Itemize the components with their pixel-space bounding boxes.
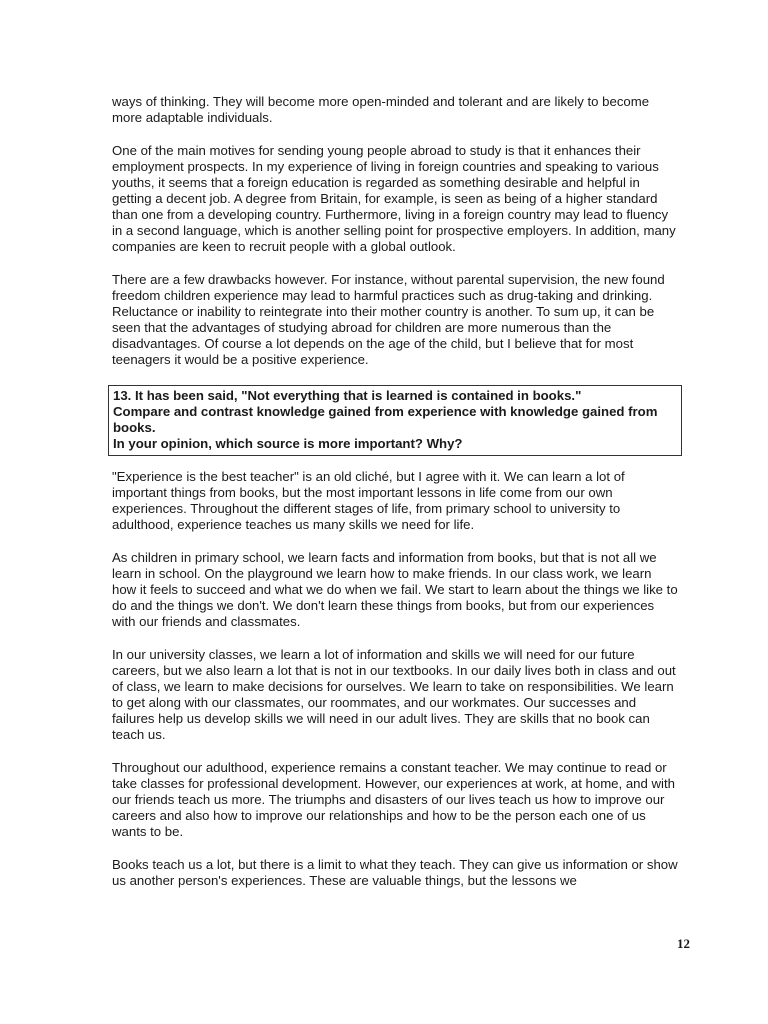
- question-line-3: In your opinion, which source is more important? Why?: [113, 436, 463, 451]
- question-line-1: 13. It has been said, "Not everything that is learned is contained in books.": [113, 388, 582, 403]
- paragraph-books-limit: Books teach us a lot, but there is a limit to what they teach. They can give us information or show us another person's experiences. These are valuable things, but the lessons we: [112, 857, 678, 888]
- page-content: [112, 94, 678, 906]
- paragraph-drawbacks: There are a few drawbacks however. For instance, without parental supervision, the new found freedom children experience may lead to harmful practices such as drug-taking and drinking. Reluctance or inability to reintegrate into their mother country is another. To sum up, it can be seen that the advantages of studying abroad for children are more numerous than the disadvantages. Of course a lot depends on the age of the child, but I believe that for most teenagers it would be a positive experience.: [112, 272, 665, 367]
- paragraph-open-minded: ways of thinking. They will become more open-minded and tolerant and are likely to become more adaptable individuals.: [112, 94, 650, 125]
- paragraph-experience-teacher: "Experience is the best teacher" is an old cliché, but I agree with it. We can learn a lot of important things from books, but the most important lessons in life come from our own experiences. Throughout the different stages of life, from primary school to university to adulthood, experience teaches us many skills we need for life.: [112, 469, 625, 532]
- paragraph-employment-prospects: One of the main motives for sending young people abroad to study is that it enhances their employment prospects. In my experience of living in foreign countries and speaking to various youths, it seems that a foreign education is regarded as something desirable and helpful in getting a decent job. A degree from Britain, for example, is seen as being of a higher standard than one from a developing country. Furthermore, living in a foreign country may lead to fluency in a second language, which is another selling point for prospective employers. In addition, many companies are keen to recruit people with a global outlook.: [112, 143, 676, 254]
- question-line-2: Compare and contrast knowledge gained from experience with knowledge gained from books.: [113, 404, 658, 435]
- paragraph-university: In our university classes, we learn a lot of information and skills we will need for our future careers, but we also learn a lot that is not in our textbooks. In our daily lives both in class and out of class, we learn to make decisions for ourselves. We learn to take on responsibilities. We learn to get along with our classmates, our roommates, and our workmates. Our successes and failures help us develop skills we will need in our adult lives. They are skills that no book can teach us.: [112, 647, 676, 742]
- question-box: [108, 385, 682, 456]
- paragraph-adulthood: Throughout our adulthood, experience remains a constant teacher. We may continue to read or take classes for professional development. However, our experiences at work, at home, and with our friends teach us more. The triumphs and disasters of our lives teach us how to improve our careers and also how to improve our relationships and how to be the person each one of us wants to be.: [112, 760, 675, 839]
- page-number: 12: [677, 936, 690, 951]
- paragraph-primary-school: As children in primary school, we learn facts and information from books, but that is not all we learn in school. On the playground we learn how to make friends. In our class work, we learn how it feels to succeed and what we do when we fail. We start to learn about the things we like to do and the things we don't. We don't learn these things from books, but from our experiences with our friends and classmates.: [112, 550, 678, 629]
